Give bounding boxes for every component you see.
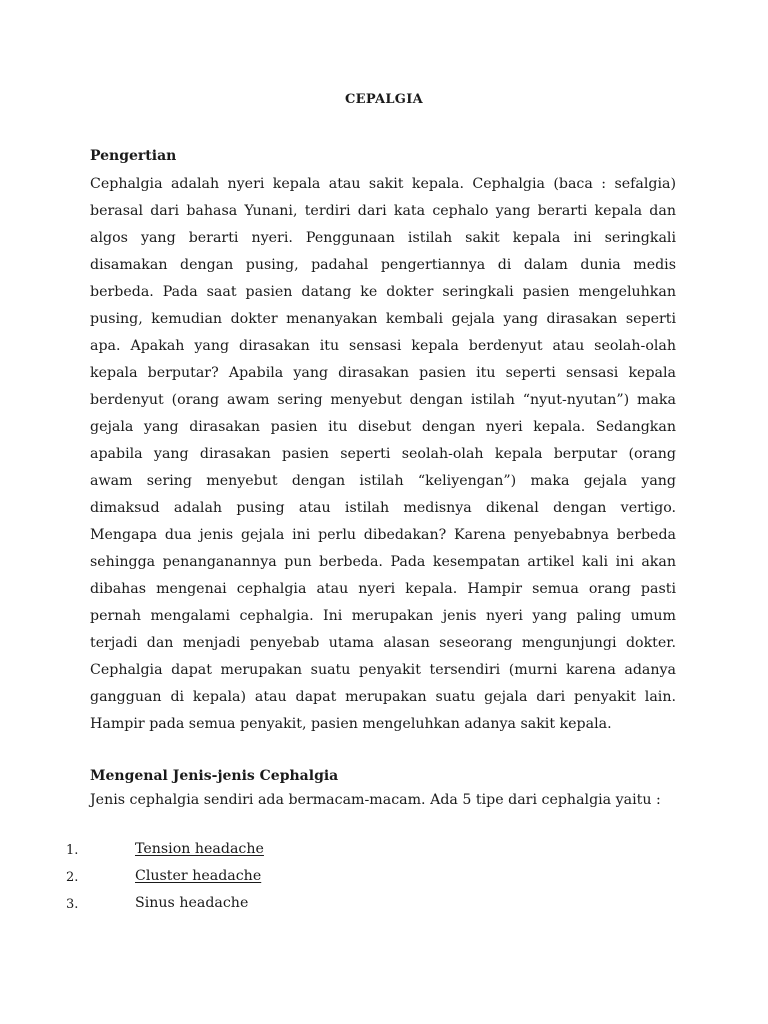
list-number: 3. <box>66 897 79 912</box>
paragraph-line: dibahas mengenai cephalgia atau nyeri kepala. Hampir semua orang pasti <box>90 581 676 597</box>
paragraph-line: gejala yang dirasakan pasien itu disebut dengan nyeri kepala. Sedangkan <box>90 419 676 435</box>
paragraph-line: disamakan dengan pusing, padahal pengertiannya di dalam dunia medis <box>90 257 676 273</box>
list-item-link[interactable]: Cluster headache <box>135 868 262 884</box>
paragraph-line: awam sering menyebut dengan istilah “keliyengan”) maka gejala yang <box>90 473 676 489</box>
list-number: 2. <box>66 870 79 885</box>
paragraph-line: sehingga penanganannya pun berbeda. Pada kesempatan artikel kali ini akan <box>90 554 676 570</box>
paragraph-line: kepala berputar? Apabila yang dirasakan pasien itu seperti sensasi kepala <box>90 365 676 381</box>
list-item <box>66 866 666 893</box>
paragraph-line: berdenyut (orang awam sering menyebut dengan istilah “nyut-nyutan”) maka <box>90 392 676 408</box>
paragraph-line: apabila yang dirasakan pasien seperti seolah-olah kepala berputar (orang <box>90 446 676 462</box>
paragraph-line: berasal dari bahasa Yunani, terdiri dari kata cephalo yang berarti kepala dan <box>90 203 676 219</box>
paragraph-line: pernah mengalami cephalgia. Ini merupakan jenis nyeri yang paling umum <box>90 608 676 624</box>
headache-type-list <box>66 839 666 920</box>
paragraph-line: dimaksud adalah pusing atau istilah medisnya dikenal dengan vertigo. <box>90 500 676 516</box>
paragraph-line: pusing, kemudian dokter menanyakan kembali gejala yang dirasakan seperti <box>90 311 676 327</box>
paragraph-line: Mengapa dua jenis gejala ini perlu dibedakan? Karena penyebabnya berbeda <box>90 527 676 543</box>
jenis-intro-text: Jenis cephalgia sendiri ada bermacam-macam. Ada 5 tipe dari cephalgia yaitu : <box>90 792 661 808</box>
section-heading-jenis: Mengenal Jenis-jenis Cephalgia <box>90 768 339 784</box>
list-number: 1. <box>66 843 79 858</box>
list-item <box>66 893 666 920</box>
paragraph-line: gangguan di kepala) atau dapat merupakan suatu gejala dari penyakit lain. <box>90 689 676 705</box>
pengertian-paragraph <box>90 171 676 738</box>
paragraph-line: berbeda. Pada saat pasien datang ke dokter seringkali pasien mengeluhkan <box>90 284 676 300</box>
paragraph-line: Hampir pada semua penyakit, pasien mengeluhkan adanya sakit kepala. <box>90 716 612 732</box>
document-title: CEPALGIA <box>345 92 423 107</box>
paragraph-line: apa. Apakah yang dirasakan itu sensasi kepala berdenyut atau seolah-olah <box>90 338 676 354</box>
list-item-link[interactable]: Tension headache <box>135 841 264 857</box>
paragraph-line: Cephalgia dapat merupakan suatu penyakit tersendiri (murni karena adanya <box>90 662 676 678</box>
list-item-label: Sinus headache <box>135 895 249 911</box>
section-heading-pengertian: Pengertian <box>90 148 177 164</box>
paragraph-line: terjadi dan menjadi penyebab utama alasan seseorang mengunjungi dokter. <box>90 635 676 651</box>
paragraph-line: algos yang berarti nyeri. Penggunaan istilah sakit kepala ini seringkali <box>90 230 676 246</box>
paragraph-line: Cephalgia adalah nyeri kepala atau sakit kepala. Cephalgia (baca : sefalgia) <box>90 176 676 192</box>
list-item <box>66 839 666 866</box>
